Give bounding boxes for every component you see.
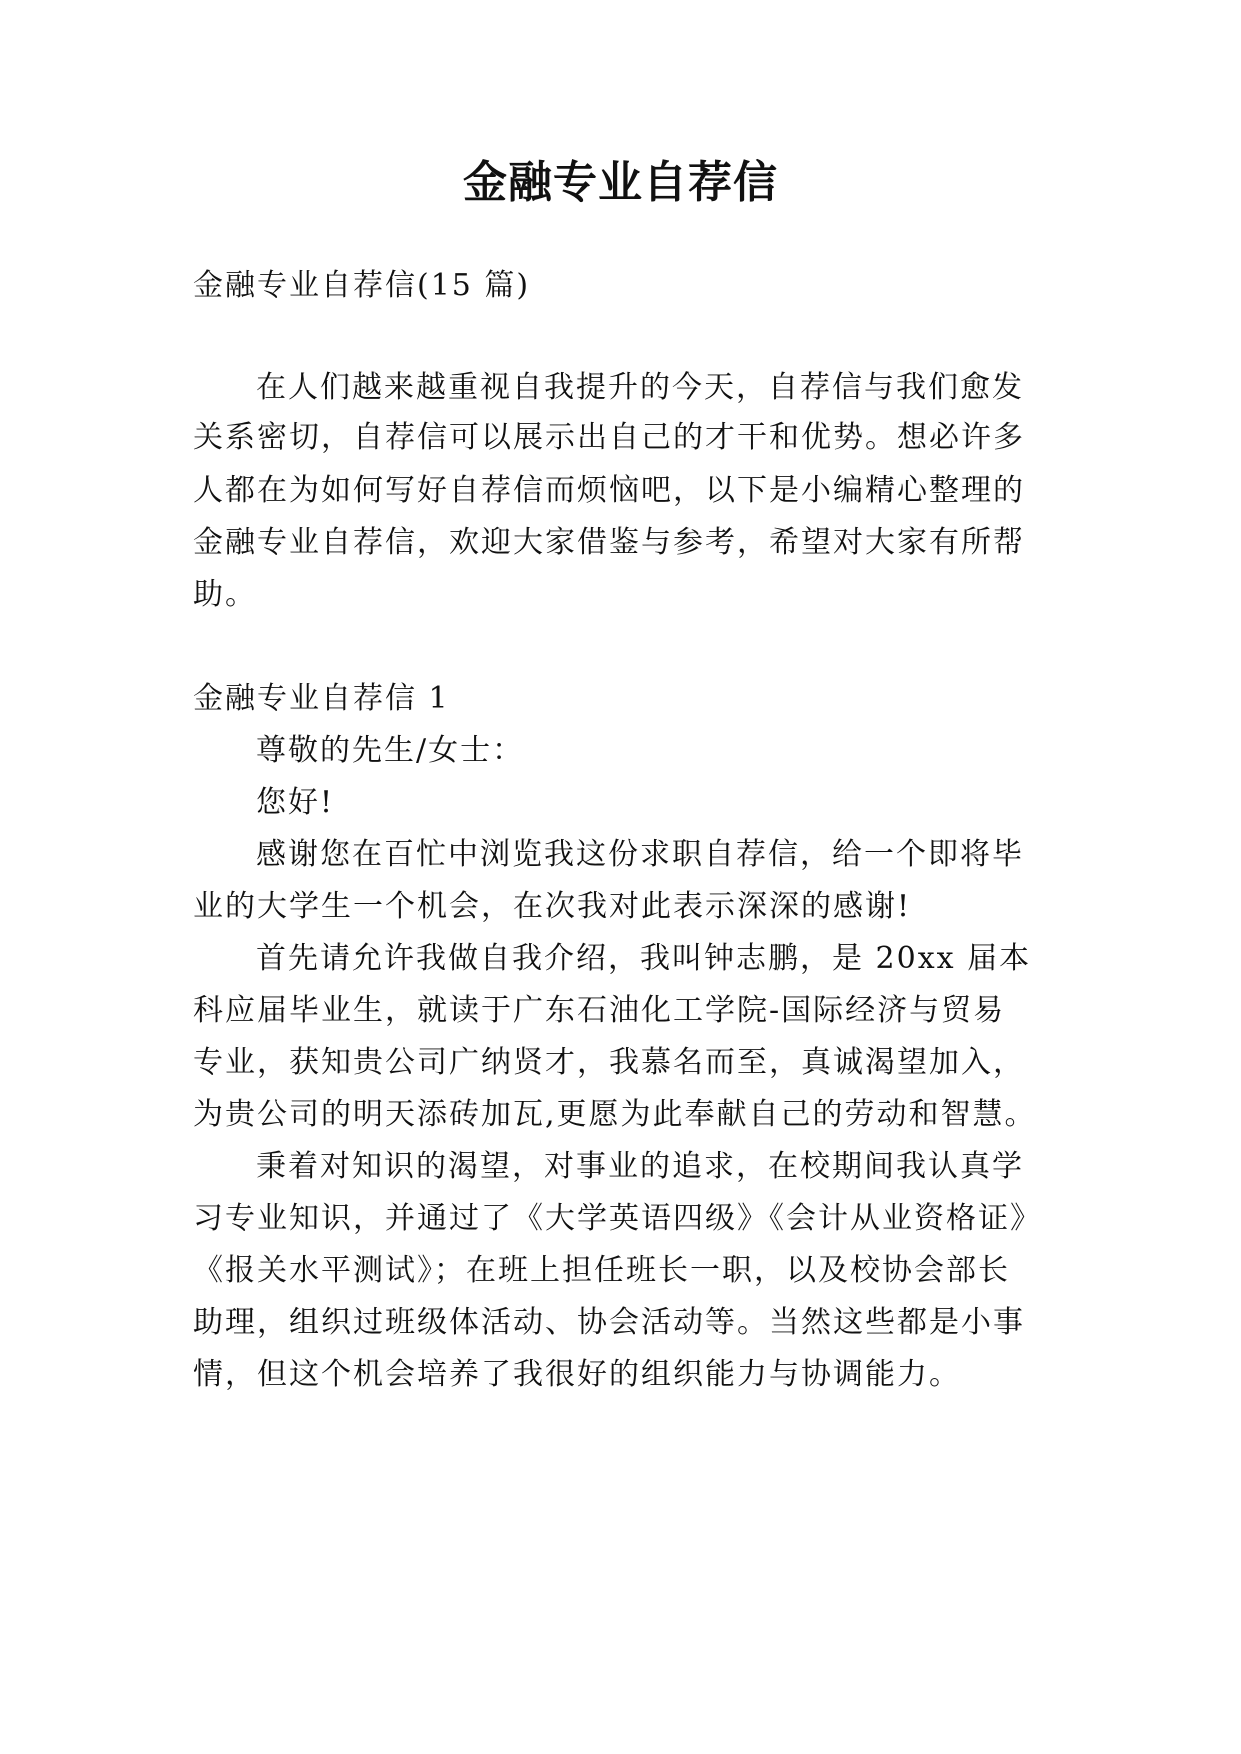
paragraph-line: 情，但这个机会培养了我很好的组织能力与协调能力。 [193, 1357, 961, 1392]
paragraph-line: 专业，获知贵公司广纳贤才，我慕名而至，真诚渴望加入， [193, 1045, 1025, 1080]
document-title: 金融专业自荐信 [463, 157, 778, 208]
intro-line: 人都在为如何写好自荐信而烦恼吧，以下是小编精心整理的 [193, 473, 1025, 508]
document-subtitle: 金融专业自荐信(15 篇) [193, 268, 531, 303]
intro-line: 关系密切，自荐信可以展示出自己的才干和优势。想必许多 [193, 420, 1025, 455]
paragraph-line: 助理，组织过班级体活动、协会活动等。当然这些都是小事 [193, 1305, 1025, 1340]
paragraph-line: 秉着对知识的渴望，对事业的追求，在校期间我认真学 [256, 1149, 1024, 1184]
paragraph-line: 首先请允许我做自我介绍，我叫钟志鹏，是 20xx 届本 [256, 941, 1032, 976]
intro-line: 在人们越来越重视自我提升的今天，自荐信与我们愈发 [256, 370, 1024, 405]
intro-line: 金融专业自荐信，欢迎大家借鉴与参考，希望对大家有所帮 [193, 525, 1025, 560]
intro-line: 助。 [193, 577, 257, 612]
paragraph-line: 为贵公司的明天添砖加瓦,更愿为此奉献自己的劳动和智慧。 [193, 1097, 1037, 1132]
paragraph-line: 感谢您在百忙中浏览我这份求职自荐信，给一个即将毕 [256, 837, 1024, 872]
greeting: 您好! [256, 785, 335, 820]
section-heading: 金融专业自荐信 1 [193, 681, 450, 716]
paragraph-line: 习专业知识，并通过了《大学英语四级》《会计从业资格证》 [193, 1201, 1042, 1236]
paragraph-line: 业的大学生一个机会，在次我对此表示深深的感谢! [193, 889, 912, 924]
salutation: 尊敬的先生/女士： [256, 733, 525, 768]
paragraph-line: 《报关水平测试》；在班上担任班长一职，以及校协会部长 [193, 1253, 1010, 1288]
paragraph-line: 科应届毕业生，就读于广东石油化工学院-国际经济与贸易 [193, 993, 1006, 1028]
